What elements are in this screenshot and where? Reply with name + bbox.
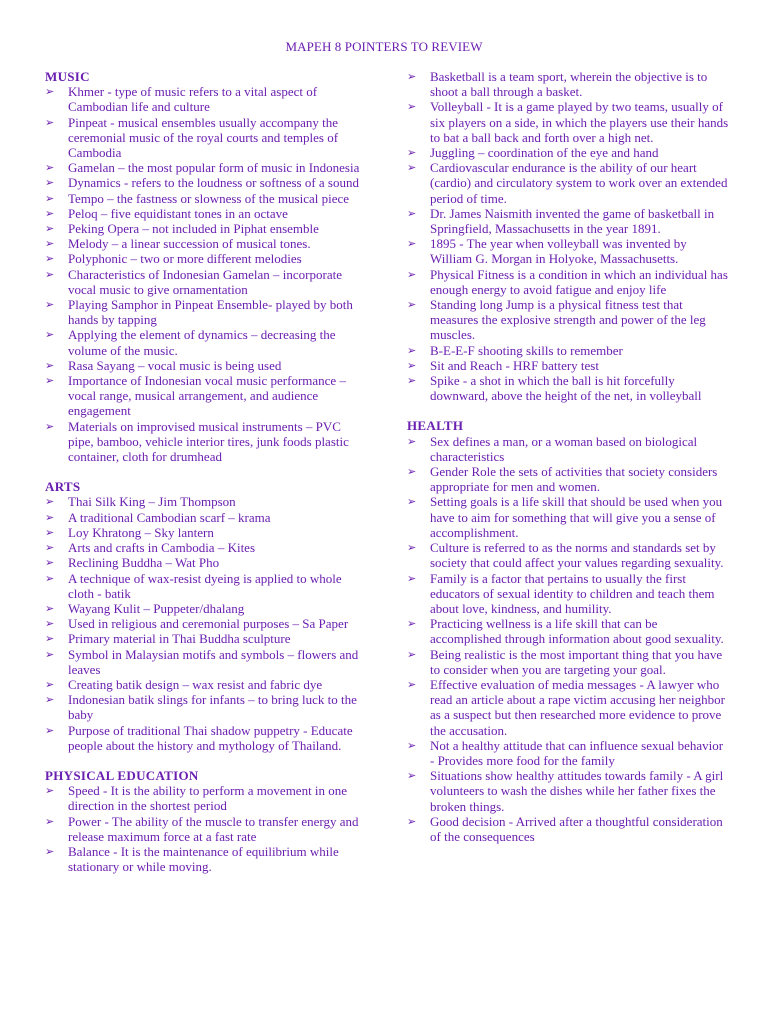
list-item-text: Khmer - type of music refers to a vital aspect of Cambodian life and culture xyxy=(68,84,318,115)
arrow-bullet-icon: ➢ xyxy=(45,693,55,707)
list-item-text: Balance - It is the maintenance of equilibrium while stationary or while moving. xyxy=(68,843,339,875)
list-item xyxy=(45,692,363,722)
arrow-bullet-icon: ➢ xyxy=(407,343,417,357)
list-item xyxy=(45,844,363,874)
list-item xyxy=(45,160,363,175)
arrow-bullet-icon: ➢ xyxy=(45,677,55,691)
right-column xyxy=(407,69,729,859)
list-item-text: Sit and Reach - HRF battery test xyxy=(430,357,599,373)
arts-heading: ARTS xyxy=(45,479,81,495)
list-item-text: Physical Fitness is a condition in which an individual has enough energy to avoid fatigue and enjoy life xyxy=(430,266,728,297)
list-item-text: Culture is referred to as the norms and standards set by society that could affect your values regarding sexuality. xyxy=(430,540,724,571)
list-item xyxy=(45,647,363,677)
health-section xyxy=(407,418,729,844)
list-item xyxy=(45,783,363,813)
list-item xyxy=(407,373,729,403)
list-item-text: Symbol in Malaysian motifs and symbols – flowers and leaves xyxy=(68,646,359,677)
list-item-text: Juggling – coordination of the eye and hand xyxy=(430,145,659,161)
arrow-bullet-icon: ➢ xyxy=(407,677,417,691)
arrow-bullet-icon: ➢ xyxy=(45,617,55,631)
list-item xyxy=(407,99,729,145)
arrow-bullet-icon: ➢ xyxy=(407,267,417,281)
arrow-bullet-icon: ➢ xyxy=(45,541,55,555)
list-item-text: Indonesian batik slings for infants – to bring luck to the baby xyxy=(68,692,357,723)
list-item-text: Playing Samphor in Pinpeat Ensemble- played by both hands by tapping xyxy=(68,297,353,328)
arrow-bullet-icon: ➢ xyxy=(45,495,55,509)
list-item-text: Applying the element of dynamics – decreasing the volume of the music. xyxy=(68,327,336,358)
list-item-text: Melody – a linear succession of musical tones. xyxy=(68,236,311,252)
list-item xyxy=(45,601,363,616)
list-item xyxy=(407,297,729,343)
list-item xyxy=(407,571,729,617)
list-item xyxy=(45,267,363,297)
list-item-text: A traditional Cambodian scarf – krama xyxy=(68,509,271,525)
arrow-bullet-icon: ➢ xyxy=(407,738,417,752)
list-item xyxy=(45,494,363,509)
list-item xyxy=(407,267,729,297)
arrow-bullet-icon: ➢ xyxy=(407,465,417,479)
list-item xyxy=(45,175,363,190)
list-item-text: Setting goals is a life skill that should be used when you have to aim for something that will give you a sense of accomplishment. xyxy=(430,494,723,540)
page-title: MAPEH 8 POINTERS TO REVIEW xyxy=(285,39,483,54)
list-item xyxy=(407,160,729,206)
arrow-bullet-icon: ➢ xyxy=(45,85,55,99)
arrow-bullet-icon: ➢ xyxy=(407,541,417,555)
list-item-text: Creating batik design – wax resist and fabric dye xyxy=(68,676,323,692)
list-item-text: Tempo – the fastness or slowness of the musical piece xyxy=(68,190,350,206)
music-section xyxy=(45,69,363,464)
list-item xyxy=(45,723,363,753)
list-item-text: 1895 - The year when volleyball was invented by William G. Morgan in Holyoke, Massachusetts. xyxy=(430,236,687,267)
list-item-text: Reclining Buddha – Wat Pho xyxy=(68,555,220,571)
arrow-bullet-icon: ➢ xyxy=(45,723,55,737)
arrow-bullet-icon: ➢ xyxy=(45,252,55,266)
list-item-text: Materials on improvised musical instruments – PVC pipe, bamboo, vehicle interior tires, junk foods plastic container, cloth for drumhead xyxy=(68,418,349,465)
pe-section-continued xyxy=(407,69,729,403)
arrow-bullet-icon: ➢ xyxy=(407,146,417,160)
arrow-bullet-icon: ➢ xyxy=(45,844,55,858)
list-item-text: Wayang Kulit – Puppeter/dhalang xyxy=(68,600,245,616)
list-item-text: Volleyball - It is a game played by two teams, usually of six players on a side, in which the players use their hands to bat a ball back and forth over a high net. xyxy=(430,99,729,145)
arrow-bullet-icon: ➢ xyxy=(45,115,55,129)
list-item-text: Standing long Jump is a physical fitness test that measures the explosive strength and power of the leg muscles. xyxy=(430,297,706,343)
list-item xyxy=(407,616,729,646)
list-item-text: Being realistic is the most important thing that you have to consider when you are targeting your goal. xyxy=(430,646,723,677)
arrow-bullet-icon: ➢ xyxy=(45,571,55,585)
list-item xyxy=(45,525,363,540)
list-item-text: Peloq – five equidistant tones in an octave xyxy=(68,205,288,221)
list-item xyxy=(407,814,729,844)
list-item xyxy=(407,540,729,570)
arrow-bullet-icon: ➢ xyxy=(407,161,417,175)
health-list xyxy=(407,434,729,844)
list-item-text: Primary material in Thai Buddha sculpture xyxy=(68,631,291,647)
list-item-text: Power - The ability of the muscle to transfer energy and release maximum force at a fast rate xyxy=(68,813,359,844)
list-item xyxy=(407,358,729,373)
arrow-bullet-icon: ➢ xyxy=(45,267,55,281)
list-item xyxy=(45,115,363,161)
list-item-text: Rasa Sayang – vocal music is being used xyxy=(68,357,282,373)
list-item xyxy=(45,327,363,357)
arrow-bullet-icon: ➢ xyxy=(407,617,417,631)
list-item-text: Importance of Indonesian vocal music performance – vocal range, musical arrangement, and audience engagement xyxy=(68,373,346,419)
list-item-text: Thai Silk King – Jim Thompson xyxy=(68,494,236,510)
list-item-text: Dr. James Naismith invented the game of basketball in Springfield, Massachusetts in the year 1891. xyxy=(430,205,715,237)
list-item-text: Purpose of traditional Thai shadow puppetry - Educate people about the history and mythology of Thailand. xyxy=(68,722,353,753)
list-item-text: A technique of wax-resist dyeing is applied to whole cloth - batik xyxy=(68,570,342,601)
arrow-bullet-icon: ➢ xyxy=(45,814,55,828)
arrow-bullet-icon: ➢ xyxy=(45,784,55,798)
list-item xyxy=(45,297,363,327)
list-item xyxy=(45,571,363,601)
list-item xyxy=(407,677,729,738)
list-item-text: Dynamics - refers to the loudness or softness of a sound xyxy=(68,175,359,191)
list-item xyxy=(45,84,363,114)
list-item-text: Characteristics of Indonesian Gamelan – incorporate vocal music to give ornamentation xyxy=(68,266,342,297)
arrow-bullet-icon: ➢ xyxy=(407,298,417,312)
arrow-bullet-icon: ➢ xyxy=(45,237,55,251)
arrow-bullet-icon: ➢ xyxy=(407,814,417,828)
list-item xyxy=(407,236,729,266)
list-item-text: Effective evaluation of media messages - A lawyer who read an article about a rape victim accusing her neighbor as a suspect but then researched more evidence to prove the accusation. xyxy=(430,676,725,738)
list-item xyxy=(407,145,729,160)
list-item xyxy=(45,540,363,555)
list-item-text: Not a healthy attitude that can influence sexual behavior - Provides more food for the family xyxy=(430,737,724,768)
arrow-bullet-icon: ➢ xyxy=(407,358,417,372)
list-item xyxy=(45,616,363,631)
list-item-text: Spike - a shot in which the ball is hit forcefully downward, above the height of the net, in volleyball xyxy=(430,373,702,404)
list-item xyxy=(407,494,729,540)
arrow-bullet-icon: ➢ xyxy=(45,358,55,372)
list-item-text: Situations show healthy attitudes towards family - A girl volunteers to wash the dishes while her father fixes the broken things. xyxy=(430,768,724,814)
arrow-bullet-icon: ➢ xyxy=(407,206,417,220)
list-item-text: Good decision - Arrived after a thoughtful consideration of the consequences xyxy=(430,813,723,844)
pe-section xyxy=(45,768,363,874)
list-item xyxy=(45,555,363,570)
list-item xyxy=(407,464,729,494)
list-item-text: Pinpeat - musical ensembles usually accompany the ceremonial music of the royal courts and temples of Cambodia xyxy=(68,114,339,161)
list-item-text: Basketball is a team sport, wherein the objective is to shoot a ball through a basket. xyxy=(430,69,708,100)
list-item xyxy=(407,343,729,358)
arrow-bullet-icon: ➢ xyxy=(45,525,55,539)
arrow-bullet-icon: ➢ xyxy=(45,161,55,175)
list-item-text: Gender Role the sets of activities that society considers appropriate for men and women. xyxy=(430,464,718,495)
arts-list xyxy=(45,494,363,752)
arrow-bullet-icon: ➢ xyxy=(45,601,55,615)
list-item-text: Practicing wellness is a life skill that can be accomplished through information about good sexuality. xyxy=(430,616,724,647)
arrow-bullet-icon: ➢ xyxy=(407,70,417,83)
list-item-text: Sex defines a man, or a woman based on biological characteristics xyxy=(430,433,698,464)
arrow-bullet-icon: ➢ xyxy=(407,434,417,448)
pe-heading: PHYSICAL EDUCATION xyxy=(45,767,199,783)
list-item xyxy=(45,814,363,844)
arrow-bullet-icon: ➢ xyxy=(45,191,55,205)
list-item xyxy=(407,206,729,236)
arrow-bullet-icon: ➢ xyxy=(45,510,55,524)
music-list xyxy=(45,84,363,464)
left-column xyxy=(45,69,363,889)
arrow-bullet-icon: ➢ xyxy=(45,222,55,236)
list-item-text: B-E-E-F shooting skills to remember xyxy=(430,342,623,358)
list-item xyxy=(45,221,363,236)
list-item xyxy=(407,69,729,99)
list-item xyxy=(45,358,363,373)
list-item xyxy=(45,206,363,221)
list-item-text: Speed - It is the ability to perform a movement in one direction in the shortest period xyxy=(68,783,348,814)
arrow-bullet-icon: ➢ xyxy=(45,647,55,661)
list-item-text: Arts and crafts in Cambodia – Kites xyxy=(68,540,256,556)
arrow-bullet-icon: ➢ xyxy=(45,298,55,312)
list-item xyxy=(45,236,363,251)
list-item-text: Used in religious and ceremonial purposes – Sa Paper xyxy=(68,616,349,632)
list-item xyxy=(45,419,363,465)
arrow-bullet-icon: ➢ xyxy=(45,374,55,388)
arrow-bullet-icon: ➢ xyxy=(45,632,55,646)
health-heading: HEALTH xyxy=(407,418,464,434)
list-item xyxy=(45,631,363,646)
list-item xyxy=(407,434,729,464)
list-item xyxy=(45,373,363,419)
list-item-text: Peking Opera – not included in Piphat ensemble xyxy=(68,221,319,237)
list-item-text: Family is a factor that pertains to usually the first educators of sexual identity to children and teach them about love, kindness, and humility. xyxy=(430,570,715,616)
list-item-text: Cardiovascular endurance is the ability of our heart (cardio) and circulatory system to work over an extended period of time. xyxy=(430,160,728,206)
list-item-text: Loy Khratong – Sky lantern xyxy=(68,524,214,540)
arrow-bullet-icon: ➢ xyxy=(407,647,417,661)
arts-section xyxy=(45,479,363,753)
list-item xyxy=(407,647,729,677)
arrow-bullet-icon: ➢ xyxy=(45,176,55,190)
list-item-text: Gamelan – the most popular form of music in Indonesia xyxy=(68,160,360,176)
pe-list-continued xyxy=(407,69,729,403)
arrow-bullet-icon: ➢ xyxy=(407,571,417,585)
list-item xyxy=(407,738,729,768)
arrow-bullet-icon: ➢ xyxy=(45,419,55,433)
arrow-bullet-icon: ➢ xyxy=(407,237,417,251)
arrow-bullet-icon: ➢ xyxy=(45,556,55,570)
list-item xyxy=(45,677,363,692)
music-heading: MUSIC xyxy=(45,69,90,84)
list-item xyxy=(407,768,729,814)
list-item xyxy=(45,251,363,266)
pe-list xyxy=(45,783,363,874)
arrow-bullet-icon: ➢ xyxy=(45,328,55,342)
arrow-bullet-icon: ➢ xyxy=(407,495,417,509)
arrow-bullet-icon: ➢ xyxy=(407,374,417,388)
arrow-bullet-icon: ➢ xyxy=(407,769,417,783)
list-item xyxy=(45,510,363,525)
list-item-text: Polyphonic – two or more different melodies xyxy=(68,251,302,267)
arrow-bullet-icon: ➢ xyxy=(407,100,417,114)
list-item xyxy=(45,191,363,206)
arrow-bullet-icon: ➢ xyxy=(45,206,55,220)
